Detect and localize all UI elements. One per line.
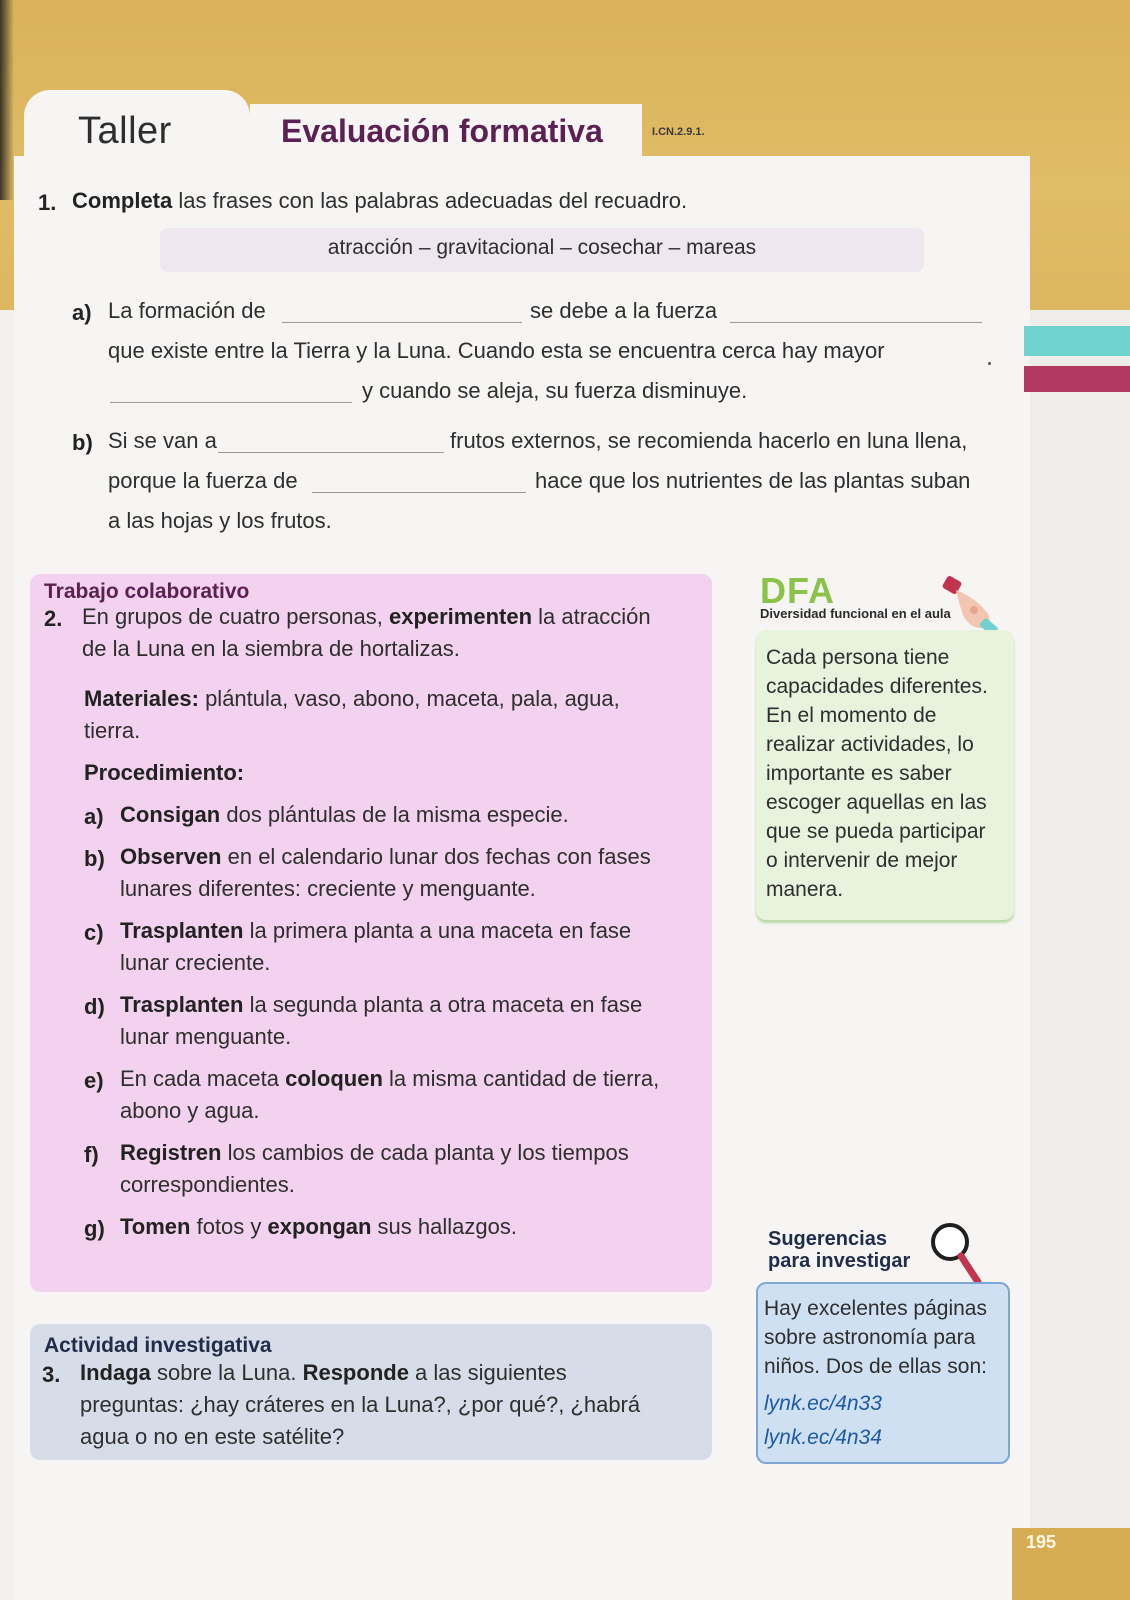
suggestions-line: sobre astronomía para: [764, 1326, 976, 1349]
dfa-line: que se pueda participar: [766, 820, 986, 843]
page-margin-right: [1030, 310, 1130, 1600]
step-g-verb2: expongan: [267, 1214, 372, 1239]
step-g-mid: fotos y: [190, 1214, 268, 1239]
dfa-line: importante es saber: [766, 762, 952, 785]
question-2-verb: experimenten: [388, 604, 533, 629]
link-lynk-4n34[interactable]: lynk.ec/4n34: [764, 1426, 882, 1449]
question-3-verb1: Indaga: [80, 1360, 151, 1385]
procedure-label-text: Procedimiento:: [84, 760, 245, 785]
step-g-text: sus hallazgos.: [371, 1214, 517, 1239]
step-a-verb: Consigan: [120, 802, 221, 827]
item-1a-line1-part2: se debe a la fuerza: [530, 298, 718, 323]
item-1a-letter: a): [72, 300, 92, 325]
step-a-text: dos plántulas de la misma especie.: [220, 802, 569, 827]
step-c-letter: c): [84, 920, 104, 945]
step-g-verb: Tomen: [120, 1214, 191, 1239]
step-e-letter: e): [84, 1068, 104, 1093]
step-d-verb: Trasplanten: [120, 992, 244, 1017]
blank-1b-2[interactable]: [312, 492, 526, 493]
step-c: [120, 918, 631, 944]
dfa-line: Cada persona tiene: [766, 646, 950, 669]
question-1-number: 1.: [38, 190, 57, 215]
question-3-line2: preguntas: ¿hay cráteres en la Luna?, ¿por qué?, ¿habrá: [80, 1392, 641, 1417]
step-g-letter: g): [84, 1216, 105, 1241]
dfa-subtitle: Diversidad funcional en el aula: [760, 606, 951, 621]
collaborative-work-heading: Trabajo colaborativo: [44, 580, 250, 603]
step-d-letter: d): [84, 994, 105, 1019]
question-2-line2: de la Luna en la siembra de hortalizas.: [82, 636, 460, 661]
question-3-text1: sobre la Luna.: [150, 1360, 303, 1385]
suggestions-heading-line2: para investigar: [768, 1250, 911, 1272]
item-1a-line2: que existe entre la Tierra y la Luna. Cuando esta se encuentra cerca hay mayor: [108, 338, 885, 363]
blank-1a-2[interactable]: [730, 322, 982, 323]
step-e: [120, 1066, 659, 1092]
link-lynk-4n33[interactable]: lynk.ec/4n33: [764, 1392, 882, 1415]
question-3-verb2: Responde: [302, 1360, 409, 1385]
section-title: Taller: [78, 110, 172, 152]
materials-line2: tierra.: [84, 718, 141, 743]
dfa-line: capacidades diferentes.: [766, 675, 988, 698]
suggestions-heading-line1: Sugerencias: [768, 1228, 887, 1250]
question-2-line1-part2: la atracción: [532, 604, 651, 629]
side-marker-red: [1024, 366, 1130, 392]
dfa-line: manera.: [766, 878, 844, 901]
item-1b-line3: a las hojas y los frutos.: [108, 508, 332, 533]
materials-list: plántula, vaso, abono, maceta, pala, agua,: [198, 686, 620, 711]
step-a: [120, 802, 569, 828]
blank-1a-1[interactable]: [282, 322, 522, 323]
item-1b-line2-part2: hace que los nutrientes de las plantas suban: [535, 468, 971, 493]
word-box-text: atracción – gravitacional – cosechar – mareas: [327, 236, 757, 259]
step-b-letter: b): [84, 846, 105, 871]
magnifier-icon: [926, 1220, 986, 1288]
step-c-text: la primera planta a una maceta en fase: [243, 918, 632, 943]
step-d-text: la segunda planta a otra maceta en fase: [243, 992, 643, 1017]
step-b: [120, 844, 651, 870]
step-f-text: los cambios de cada planta y los tiempos: [221, 1140, 629, 1165]
question-3-line1: [80, 1360, 567, 1386]
step-d-line2: lunar menguante.: [120, 1024, 292, 1049]
step-f-line2: correspondientes.: [120, 1172, 295, 1197]
step-f-verb: Registren: [120, 1140, 222, 1165]
step-e-line2: abono y agua.: [120, 1098, 260, 1123]
item-1b-line1-part2: frutos externos, se recomienda hacerlo en luna llena,: [450, 428, 968, 453]
suggestions-line: Hay excelentes páginas: [764, 1297, 987, 1320]
question-1-prompt-rest: las frases con las palabras adecuadas del recuadro.: [172, 188, 688, 213]
research-activity-heading: Actividad investigativa: [44, 1334, 272, 1357]
dfa-text: [766, 643, 1010, 904]
step-e-text: la misma cantidad de tierra,: [382, 1066, 660, 1091]
step-e-pre: En cada maceta: [120, 1066, 286, 1091]
step-f-letter: f): [84, 1142, 99, 1167]
dfa-line: En el momento de: [766, 704, 937, 727]
item-1b-letter: b): [72, 430, 93, 455]
question-2-line1-part1: En grupos de cuatro personas,: [82, 604, 389, 629]
binding-shadow: [0, 0, 14, 200]
question-3-number: 3.: [42, 1362, 61, 1387]
step-b-verb: Observen: [120, 844, 222, 869]
step-e-verb: coloquen: [285, 1066, 383, 1091]
dfa-line: escoger aquellas en las: [766, 791, 987, 814]
blank-1b-1[interactable]: [218, 452, 444, 453]
step-a-letter: a): [84, 804, 104, 829]
question-3-text2: a las siguientes: [408, 1360, 567, 1385]
curriculum-code: I.CN.2.9.1.: [652, 126, 705, 138]
page-title: Evaluación formativa: [281, 113, 603, 149]
step-g: [120, 1214, 517, 1240]
procedure-label: [84, 760, 244, 786]
item-1b-line2-part1: porque la fuerza de: [108, 468, 298, 493]
step-c-verb: Trasplanten: [120, 918, 244, 943]
suggestions-text: [764, 1294, 1004, 1381]
blank-1a-3[interactable]: [110, 402, 352, 403]
step-c-line2: lunar creciente.: [120, 950, 271, 975]
suggestions-line: niños. Dos de ellas son:: [764, 1355, 987, 1378]
materials-label: Materiales:: [84, 686, 199, 711]
dfa-line: o intervenir de mejor: [766, 849, 958, 872]
step-f: [120, 1140, 629, 1166]
step-b-text: en el calendario lunar dos fechas con fases: [221, 844, 651, 869]
question-2-number: 2.: [44, 606, 63, 631]
item-1b-line1-part1: Si se van a: [108, 428, 217, 453]
dfa-line: realizar actividades, lo: [766, 733, 974, 756]
step-b-line2: lunares diferentes: creciente y menguante.: [120, 876, 536, 901]
page-number: 195: [1026, 1532, 1057, 1552]
question-1-prompt: [72, 188, 687, 214]
stray-dot: [988, 362, 991, 365]
question-2-line1: [82, 604, 651, 630]
question-3-line3: agua o no en este satélite?: [80, 1424, 345, 1449]
suggestions-heading: [768, 1228, 910, 1272]
step-d: [120, 992, 642, 1018]
item-1a-line3: y cuando se aleja, su fuerza disminuye.: [362, 378, 748, 403]
materials-line1: [84, 686, 620, 712]
question-1-verb: Completa: [72, 188, 173, 213]
side-marker-cyan: [1024, 326, 1130, 356]
item-1a-line1-part1: La formación de: [108, 298, 266, 323]
dfa-logo: DFA: [760, 570, 835, 611]
